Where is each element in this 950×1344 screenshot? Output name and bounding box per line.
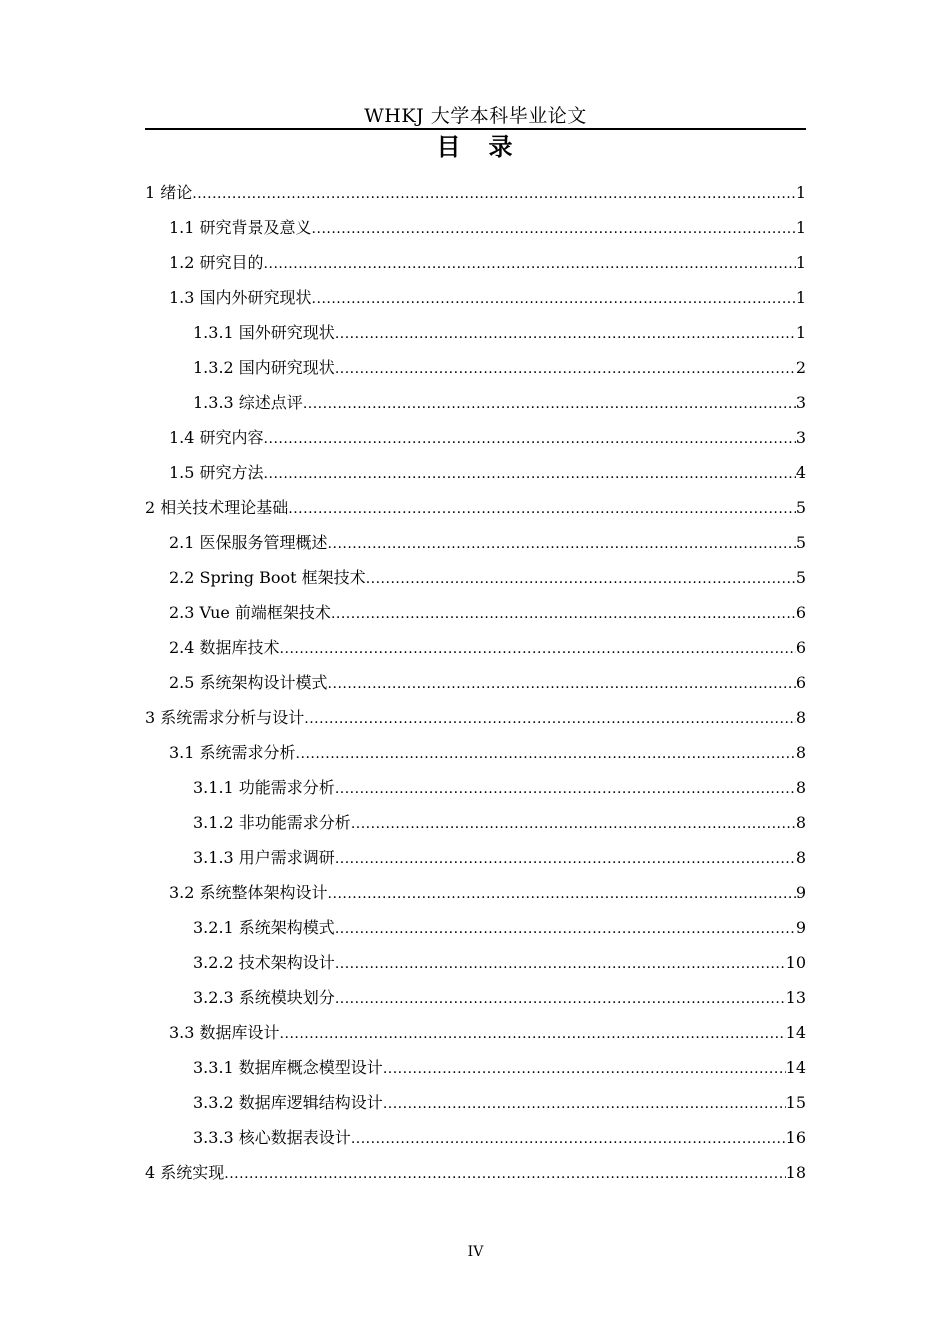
- toc-entry[interactable]: [145, 525, 806, 560]
- toc-entry[interactable]: [145, 700, 806, 735]
- toc-dot-leader: [280, 632, 796, 667]
- toc-entry[interactable]: [145, 1155, 806, 1190]
- toc-entry-page: 8: [795, 743, 806, 762]
- toc-entry-title: 4 系统实现: [145, 1163, 225, 1182]
- toc-entry-page: 4: [795, 463, 806, 482]
- toc-entry[interactable]: [145, 630, 806, 665]
- toc-dot-leader: [335, 912, 796, 947]
- toc-dot-leader: [280, 1017, 786, 1052]
- toc-entry[interactable]: [145, 1015, 806, 1050]
- toc-entry-title: 3.1.1 功能需求分析: [193, 778, 335, 797]
- toc-dot-leader: [312, 282, 796, 317]
- toc-entry-title: 1.1 研究背景及意义: [169, 218, 312, 237]
- toc-entry-title: 3.3.3 核心数据表设计: [193, 1128, 351, 1147]
- toc-dot-leader: [328, 667, 796, 702]
- toc-entry-page: 16: [785, 1128, 806, 1147]
- toc-entry-title: 3.1 系统需求分析: [169, 743, 296, 762]
- toc-dot-leader: [331, 597, 796, 632]
- toc-entry-title: 3.1.2 非功能需求分析: [193, 813, 351, 832]
- toc-entry-page: 1: [795, 288, 806, 307]
- toc-entry-title: 1.3 国内外研究现状: [169, 288, 312, 307]
- toc-entry-page: 8: [795, 848, 806, 867]
- toc-entry-page: 1: [795, 253, 806, 272]
- toc-entry-title: 3 系统需求分析与设计: [145, 708, 305, 727]
- toc-entry-title: 3.2 系统整体架构设计: [169, 883, 328, 902]
- toc-entry[interactable]: [145, 805, 806, 840]
- toc-dot-leader: [328, 527, 796, 562]
- toc-dot-leader: [328, 877, 796, 912]
- running-header: WHKJ 大学本科毕业论文: [364, 105, 587, 127]
- toc-entry-page: 5: [795, 498, 806, 517]
- toc-entry-title: 3.2.2 技术架构设计: [193, 953, 335, 972]
- toc-entry-title: 1.3.2 国内研究现状: [193, 358, 335, 377]
- toc-entry-title: 3.2.3 系统模块划分: [193, 988, 335, 1007]
- toc-entry-title: 2.3 Vue 前端框架技术: [169, 603, 331, 622]
- toc-entry[interactable]: [145, 490, 806, 525]
- toc-entry-page: 3: [795, 393, 806, 412]
- toc-entry[interactable]: [145, 840, 806, 875]
- toc-entry[interactable]: [145, 350, 806, 385]
- toc-entry[interactable]: [145, 245, 806, 280]
- toc-entry-page: 9: [795, 883, 806, 902]
- toc-entry-page: 3: [795, 428, 806, 447]
- toc-dot-leader: [296, 737, 796, 772]
- toc-dot-leader: [264, 457, 796, 492]
- toc-entry-page: 1: [795, 323, 806, 342]
- toc-dot-leader: [383, 1087, 786, 1122]
- toc-dot-leader: [192, 177, 796, 212]
- toc-dot-leader: [335, 772, 796, 807]
- toc-entry[interactable]: [145, 1085, 806, 1120]
- toc-entry[interactable]: [145, 595, 806, 630]
- toc-entry-title: 3.1.3 用户需求调研: [193, 848, 335, 867]
- toc-entry-page: 5: [795, 568, 806, 587]
- toc-entry-page: 14: [785, 1023, 806, 1042]
- toc-dot-leader: [351, 1122, 786, 1157]
- toc-entry-page: 1: [795, 218, 806, 237]
- toc-entry-page: 8: [795, 708, 806, 727]
- toc-entry-title: 1.5 研究方法: [169, 463, 264, 482]
- toc-entry[interactable]: [145, 735, 806, 770]
- toc-dot-leader: [335, 982, 786, 1017]
- toc-entry[interactable]: [145, 315, 806, 350]
- toc-dot-leader: [224, 1157, 785, 1192]
- toc-dot-leader: [335, 352, 796, 387]
- toc-entry[interactable]: [145, 770, 806, 805]
- toc-entry[interactable]: [145, 980, 806, 1015]
- toc-dot-leader: [351, 807, 796, 842]
- toc-entry[interactable]: [145, 665, 806, 700]
- toc-entry-page: 14: [785, 1058, 806, 1077]
- toc-entry-page: 8: [795, 813, 806, 832]
- toc-entry-title: 2.4 数据库技术: [169, 638, 280, 657]
- toc-dot-leader: [335, 842, 796, 877]
- toc-entry-title: 3.3.1 数据库概念模型设计: [193, 1058, 383, 1077]
- toc-entry-title: 3.3 数据库设计: [169, 1023, 280, 1042]
- toc-entry[interactable]: [145, 875, 806, 910]
- toc-entry[interactable]: [145, 385, 806, 420]
- toc-entry-title: 1.4 研究内容: [169, 428, 264, 447]
- toc-dot-leader: [312, 212, 796, 247]
- toc-dot-leader: [264, 247, 796, 282]
- toc-entry[interactable]: [145, 280, 806, 315]
- toc-entry[interactable]: [145, 945, 806, 980]
- toc-dot-leader: [383, 1052, 786, 1087]
- page-number: IV: [467, 1244, 484, 1260]
- toc-entry-title: 2 相关技术理论基础: [145, 498, 289, 517]
- toc-dot-leader: [304, 702, 796, 737]
- toc-entry-page: 18: [785, 1163, 806, 1182]
- toc-entry-page: 9: [795, 918, 806, 937]
- header-rule: [145, 128, 806, 130]
- toc-entry-page: 6: [795, 603, 806, 622]
- toc-entry[interactable]: [145, 175, 806, 210]
- toc-entry[interactable]: [145, 560, 806, 595]
- toc-entry-title: 1.3.1 国外研究现状: [193, 323, 335, 342]
- toc-entry-title: 1.2 研究目的: [169, 253, 264, 272]
- toc-entry-page: 8: [795, 778, 806, 797]
- toc-entry-title: 1.3.3 综述点评: [193, 393, 303, 412]
- toc-entry-title: 3.3.2 数据库逻辑结构设计: [193, 1093, 383, 1112]
- toc-entry-title: 2.5 系统架构设计模式: [169, 673, 328, 692]
- toc-dot-leader: [335, 947, 786, 982]
- toc-dot-leader: [264, 422, 796, 457]
- toc-dot-leader: [335, 317, 796, 352]
- toc-entry[interactable]: [145, 210, 806, 245]
- toc-entry-title: 3.2.1 系统架构模式: [193, 918, 335, 937]
- toc-dot-leader: [288, 492, 796, 527]
- toc-dot-leader: [366, 562, 796, 597]
- toc-entry[interactable]: [145, 910, 806, 945]
- toc-entry-page: 10: [785, 953, 806, 972]
- toc-entry-page: 15: [785, 1093, 806, 1112]
- toc-entry[interactable]: [145, 1050, 806, 1085]
- toc-dot-leader: [303, 387, 796, 422]
- toc-entry-page: 5: [795, 533, 806, 552]
- toc-entry[interactable]: [145, 420, 806, 455]
- toc-entry[interactable]: [145, 1120, 806, 1155]
- toc-entry-page: 2: [795, 358, 806, 377]
- toc-entry-title: 1 绪论: [145, 183, 193, 202]
- table-of-contents: [145, 175, 806, 1190]
- toc-entry[interactable]: [145, 455, 806, 490]
- toc-entry-title: 2.1 医保服务管理概述: [169, 533, 328, 552]
- toc-entry-page: 13: [785, 988, 806, 1007]
- toc-entry-page: 1: [795, 183, 806, 202]
- toc-entry-page: 6: [795, 673, 806, 692]
- toc-entry-page: 6: [795, 638, 806, 657]
- toc-title: 目 录: [436, 133, 515, 161]
- toc-entry-title: 2.2 Spring Boot 框架技术: [169, 568, 366, 587]
